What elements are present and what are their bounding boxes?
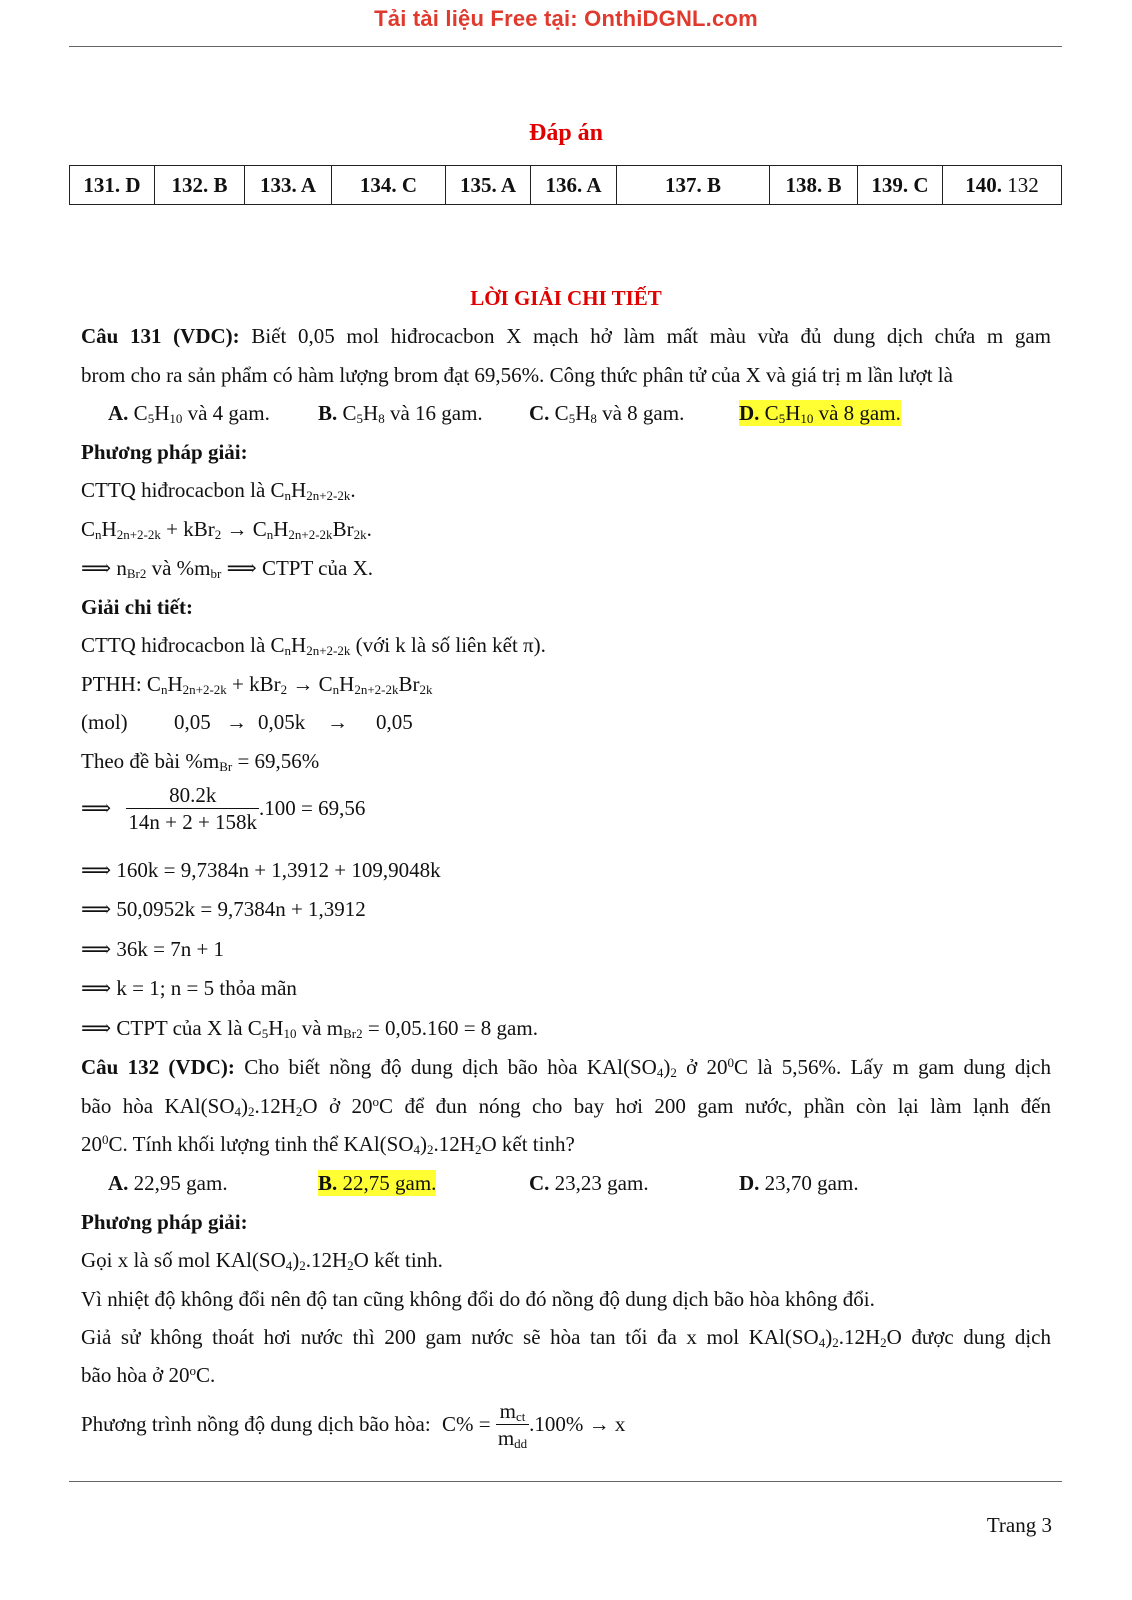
answer-cell: 140. 132: [943, 166, 1062, 205]
q131-method-heading: Phương pháp giải:: [81, 440, 248, 464]
q132-option-a: A. 22,95 gam.: [108, 1171, 228, 1195]
q131-detail-line2: PTHH: $C_nH_{2n+2-2k} + kBr_2 \to C_nH_{2n+2-2k}Br_{2k}$: [81, 672, 433, 697]
footer-divider: [69, 1481, 1062, 1482]
answer-cell: 131. D: [70, 166, 155, 205]
q132-label: Câu 132 (VDC):: [81, 1055, 235, 1079]
q132-method-line3: Giả sử không thoát hơi nước thì 200 gam nước sẽ hòa tan tối đa x mol $KAl(SO_4)_2.12H_2O$ được dung dịch: [81, 1325, 1051, 1350]
q131-option-d-correct: D. $C_5H_{10}$ và 8 gam.: [739, 401, 901, 426]
answer-cell: 139. C: [858, 166, 943, 205]
q132-concentration-equation: Phương trình nồng độ dung dịch bão hòa: C% = $\frac{m_{ct}}{m_{dd}}$ .100% → x: [81, 1399, 626, 1451]
q131-step5: ⟹ CTPT của X là $C_5H_{10}$ và $m_{Br2} = 0,05.160 = 8$ gam.: [81, 1016, 538, 1041]
q132-stem-line3: $20^0C$. Tính khối lượng tinh thể $KAl(SO_4)_2.12H_2O$ kết tinh?: [81, 1132, 575, 1157]
q131-step4: ⟹ k = 1; n = 5 thỏa mãn: [81, 976, 297, 1000]
q131-detail-line4: Theo đề bài $\%m_{Br} = 69,56\%$: [81, 749, 320, 774]
q132-stem-line1: Câu 132 (VDC): Cho biết nồng độ dung dịch bão hòa $KAl(SO_4)_2$ ở $20^0C$ là 5,56%. Lấy m gam dung dịch: [81, 1055, 1051, 1080]
page-number: Trang 3: [986, 1513, 1052, 1537]
q131-option-a: A. $C_5H_{10}$ và 4 gam.: [108, 401, 270, 426]
q132-method-line1: Gọi x là số mol $KAl(SO_4)_2.12H_2O$ kết tinh.: [81, 1248, 443, 1273]
q131-stem-line2: brom cho ra sản phẩm có hàm lượng brom đạt 69,56%. Công thức phân tử của X và giá trị m lần lượt là: [81, 363, 953, 387]
q132-method-heading: Phương pháp giải:: [81, 1210, 248, 1234]
q131-detail-heading: Giải chi tiết:: [81, 595, 193, 619]
q131-step1: ⟹ 160k = 9,7384n + 1,3912 + 109,9048k: [81, 858, 441, 882]
answer-title: Đáp án: [528, 120, 604, 146]
answer-cell: 138. B: [770, 166, 858, 205]
header-divider: [69, 46, 1062, 47]
answer-table: [69, 165, 1062, 205]
q131-fraction-equation: ⟹ $\frac{80.2k}{14n + 2 + 158k}$ .100 = 69,56: [81, 783, 366, 834]
q132-option-d: D. 23,70 gam.: [739, 1171, 859, 1195]
q131-method-line3: ⟹ $n_{Br2}$ và $\%m_{br}$ ⟹ CTPT của X.: [81, 556, 373, 581]
q131-option-c: C. $C_5H_8$ và 8 gam.: [529, 401, 685, 426]
q131-step2: ⟹ 50,0952k = 9,7384n + 1,3912: [81, 897, 366, 921]
q132-stem-line2: bão hòa $KAl(SO_4)_2.12H_2O$ ở 20$^o$C để đun nóng cho bay hơi 200 gam nước, phần còn lại làm lạnh đến: [81, 1094, 1051, 1119]
q131-method-line1: CTTQ hiđrocacbon là $C_nH_{2n+2-2k}$.: [81, 478, 356, 503]
q132-option-b-correct: B. 22,75 gam.: [318, 1171, 437, 1195]
fraction: $\frac{80.2k}{14n + 2 + 158k}$: [128, 783, 258, 834]
answer-cell: 136. A: [531, 166, 617, 205]
q131-mol-row: (mol) 0,05 → 0,05k → 0,05: [81, 710, 413, 734]
q132-option-c: C. 23,23 gam.: [529, 1171, 649, 1195]
answer-cell: 137. B: [617, 166, 770, 205]
answer-cell: 135. A: [446, 166, 531, 205]
q131-detail-line1: CTTQ hiđrocacbon là $C_nH_{2n+2-2k}$ (với k là số liên kết π).: [81, 633, 546, 658]
solution-title: LỜI GIẢI CHI TIẾT: [470, 286, 662, 310]
answer-cell: 133. A: [245, 166, 332, 205]
q131-stem-line1: Câu 131 (VDC): Biết 0,05 mol hiđrocacbon X mạch hở làm mất màu vừa đủ dung dịch chứa m gam: [81, 324, 1051, 348]
fraction: $\frac{m_{ct}}{m_{dd}}$: [497, 1399, 528, 1451]
q132-method-line4: bão hòa ở 20$^o$C.: [81, 1363, 216, 1387]
answer-cell: 132. B: [155, 166, 245, 205]
site-banner: Tải tài liệu Free tại: OnthiDGNL.com: [374, 6, 758, 31]
q131-label: Câu 131 (VDC):: [81, 324, 240, 348]
answer-row: [70, 166, 1062, 205]
q131-method-line2: $C_nH_{2n+2-2k} + kBr_2 \to C_nH_{2n+2-2k}Br_{2k}$.: [81, 517, 372, 542]
q132-method-line2: Vì nhiệt độ không đổi nên độ tan cũng không đổi do đó nồng độ dung dịch bão hòa không đổi.: [81, 1287, 875, 1311]
answer-cell: 134. C: [332, 166, 446, 205]
q131-step3: ⟹ 36k = 7n + 1: [81, 937, 225, 961]
q131-option-b: B. $C_5H_8$ và 16 gam.: [318, 401, 483, 426]
